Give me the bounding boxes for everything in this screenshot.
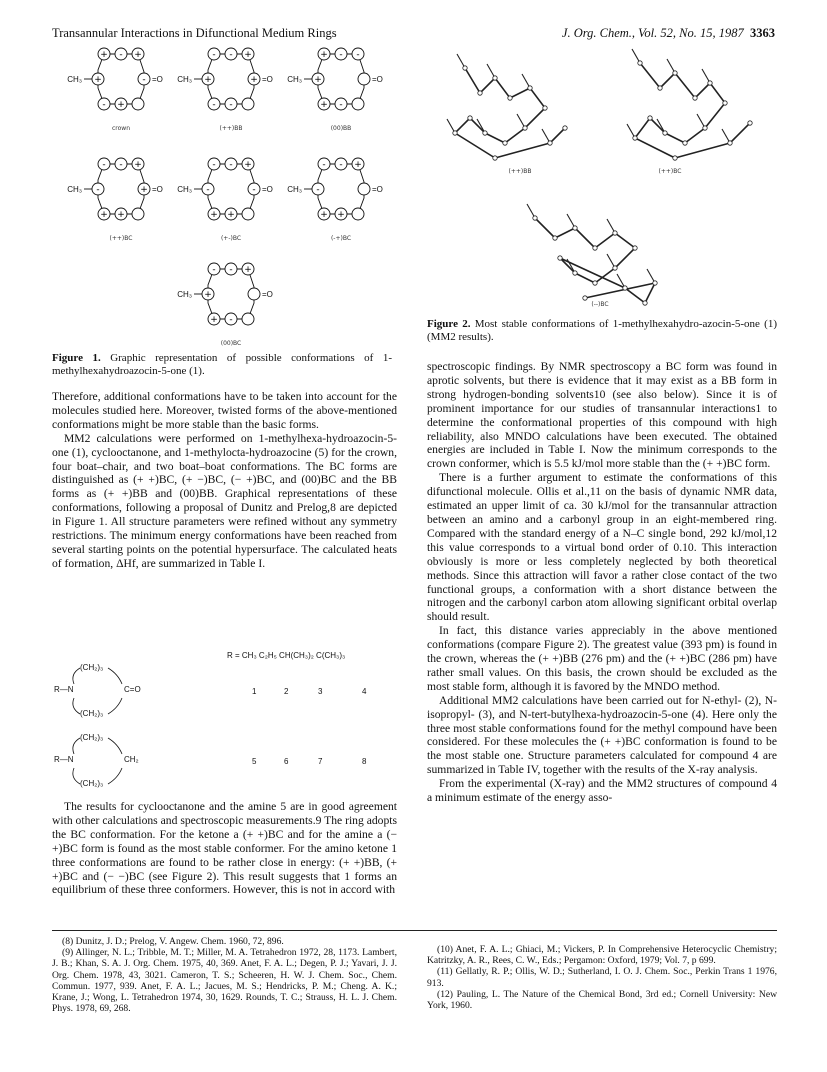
compound-number: 3 [318, 687, 323, 696]
atom [558, 256, 562, 260]
carbonyl-label: =O [262, 185, 273, 194]
compound-number: 8 [362, 757, 367, 766]
figure-1-caption-label: Figure 1. [52, 352, 101, 364]
atom [553, 236, 557, 240]
footnote-rule [52, 930, 777, 931]
atom [468, 116, 472, 120]
bond [615, 248, 635, 268]
running-title: Transannular Interactions in Difunctional Medium Rings [52, 26, 337, 40]
bond [495, 143, 550, 158]
molecule-model [447, 54, 567, 160]
ketone-label: C=O [124, 685, 141, 694]
atom [548, 141, 552, 145]
atom-sign: + [314, 75, 322, 85]
atom [728, 141, 732, 145]
atom [543, 106, 547, 110]
paragraph: The results for cyclooctanone and the amine 5 are in good agreement with other calculations and spectroscopic measurements.9 The ring adopts the BC conformation. For the ketone a (+ +)BC and for the amine a (− +)BC form is found as the most stable conformer. For the amino ketone 1 three conformations are found to be rather close in energy: (+ +)BB, (+ +)BC and (− −)BC (see Figure 2). This result suggests that 1 forms an equilibrium of these three conformers. However, this is not in accord with [52, 800, 397, 897]
atom [748, 121, 752, 125]
left-column-lower [52, 800, 397, 897]
atom-sign: - [356, 50, 360, 60]
ring-group-label: (CH₂)₃ [80, 663, 104, 672]
methylene-label: CH₂ [124, 755, 139, 764]
atom-sign: - [119, 50, 123, 60]
footnote: (10) Anet, F. A. L.; Ghiaci, M.; Vickers, P. In Comprehensive Heterocyclic Chemistry; Katritzky, A. R., Rees, C. W., Eds.; Pergamon: Oxford, 1979; Vol. 7, p 699. [427, 944, 777, 967]
methyl-label: CH₃ [177, 185, 192, 194]
compound-number: 6 [284, 757, 289, 766]
atom-sign: + [320, 100, 328, 110]
atom [653, 281, 657, 285]
atom-sign: - [102, 100, 106, 110]
bond [635, 138, 675, 158]
ring-atom [132, 208, 144, 220]
figure-1-diagram [52, 38, 392, 358]
bond [555, 228, 575, 238]
atom-sign: + [134, 50, 142, 60]
compound-structures [52, 640, 397, 790]
bond [675, 73, 695, 98]
atom-sign: - [102, 160, 106, 170]
atom-sign: + [320, 210, 328, 220]
atom-sign: + [337, 210, 345, 220]
atom-sign: + [250, 75, 258, 85]
bond [465, 68, 480, 93]
model-label: (--)BC [591, 301, 609, 308]
bond [695, 83, 710, 98]
paragraph: From the experimental (X-ray) and the MM2 structures of compound 4 a minimum estimate of the energy asso- [427, 777, 777, 805]
bond [505, 128, 525, 143]
bond [485, 133, 505, 143]
conformation-diagram [177, 48, 273, 132]
atom-sign: - [339, 160, 343, 170]
atom [623, 286, 627, 290]
conformation-label: (++)BB [219, 125, 243, 132]
atom [648, 116, 652, 120]
bond [575, 273, 595, 283]
journal-name: J. Org. Chem., Vol. 52, No. 15, 1987 [561, 26, 744, 40]
footnote: (12) Pauling, L. The Nature of the Chemical Bond, 3rd ed.; Cornell University: New York, 1960. [427, 988, 777, 1012]
atom-sign: - [212, 160, 216, 170]
bond [665, 133, 685, 143]
atom [508, 96, 512, 100]
left-column-upper [52, 390, 397, 571]
paragraph: Therefore, additional conformations have to be taken into account for the molecules studied here. Moreover, twisted forms of the above-mentioned conformations might be more stable than the basic forms. [52, 390, 397, 431]
atom-sign: + [320, 50, 328, 60]
carbonyl-label: =O [152, 75, 163, 84]
bond [510, 88, 530, 98]
conformation-diagram [177, 158, 273, 242]
atom-sign: - [322, 160, 326, 170]
ring-atom [242, 313, 254, 325]
atom [523, 126, 527, 130]
bond [535, 218, 555, 238]
carbonyl-label: =O [152, 185, 163, 194]
atom [493, 156, 497, 160]
bond [550, 128, 565, 143]
atom-sign: - [212, 265, 216, 275]
right-column [427, 360, 777, 805]
atom [593, 246, 597, 250]
bond [730, 123, 750, 143]
atom [483, 131, 487, 135]
r-nitrogen-label: R—N [54, 685, 74, 694]
methyl-label: CH₃ [287, 185, 302, 194]
atom-sign: - [206, 185, 210, 195]
compound-number: 7 [318, 757, 323, 766]
carbonyl-label: =O [262, 290, 273, 299]
conformation-label: (++)BC [109, 235, 133, 242]
ring-outline [208, 269, 254, 319]
conformation-diagram [67, 48, 163, 132]
atom-sign: - [212, 100, 216, 110]
atom [453, 131, 457, 135]
atom [583, 296, 587, 300]
atom [613, 231, 617, 235]
model-label: (++)BB [508, 168, 532, 175]
figure-2-caption-text: Most stable conformations of 1-methylhexahydro-azocin-5-one (1) (MM2 results). [427, 318, 777, 343]
methyl-label: CH₃ [177, 75, 192, 84]
atom-sign: + [94, 75, 102, 85]
methyl-label: CH₃ [67, 75, 82, 84]
conformation-diagram [67, 158, 163, 242]
figure-2-caption-label: Figure 2. [427, 318, 471, 330]
atom-sign: + [134, 160, 142, 170]
atom [633, 136, 637, 140]
ring-outline [208, 54, 254, 104]
ring-outline [318, 164, 364, 214]
atom-sign: + [354, 160, 362, 170]
paragraph: spectroscopic findings. By NMR spectroscopy a BC form was found in aprotic solvents, but there is evidence that it may exist as a BB form in strong hydrogen-bonding solvents10 (see also below). Since it is of prominent importance for our studies of transannular interactions1 to determine the conformational properties of this compound with high reliability, also MNDO calculations have been executed. The obtained energies are included in Table I. Now the minimum corresponds to the crown conformer, which is 5.5 kJ/mol more stable than the (+ +)BC form. [427, 360, 777, 471]
figure-1-caption [52, 352, 392, 377]
methyl-label: CH₃ [177, 290, 192, 299]
atom-sign: - [229, 50, 233, 60]
ring-outline [98, 54, 144, 104]
ring-outline [318, 54, 364, 104]
atom-sign: - [119, 160, 123, 170]
atom [613, 266, 617, 270]
ring-group-label: (CH₂)₃ [80, 779, 104, 788]
r-substituent-header: R = CH₃ C₂H₅ CH(CH₃)₂ C(CH₃)₃ [227, 651, 346, 660]
atom [673, 71, 677, 75]
ring-outline [208, 164, 254, 214]
carbonyl-atom [358, 183, 370, 195]
bond [675, 143, 730, 158]
bond [595, 233, 615, 248]
atom [703, 126, 707, 130]
atom [663, 131, 667, 135]
atom [528, 86, 532, 90]
model-label: (++)BC [658, 168, 682, 175]
conformation-label: (00)BC [220, 340, 242, 347]
atom-sign: + [244, 265, 252, 275]
bond [455, 133, 495, 158]
atom-sign: - [229, 265, 233, 275]
atom-sign: + [244, 50, 252, 60]
atom [638, 61, 642, 65]
atom-sign: - [229, 315, 233, 325]
r-nitrogen-label: R—N [54, 755, 74, 764]
atom [478, 91, 482, 95]
footnote: (11) Gellatly, R. P.; Ollis, W. D.; Sutherland, I. O. J. Chem. Soc., Perkin Trans 1 1976, 913. [427, 966, 777, 989]
atom [723, 101, 727, 105]
atom-sign: - [212, 50, 216, 60]
atom [683, 141, 687, 145]
atom-sign: - [229, 100, 233, 110]
bond [525, 108, 545, 128]
atom-sign: + [204, 290, 212, 300]
conformation-diagram [287, 48, 383, 132]
figure-2-caption [427, 318, 777, 343]
ring-atom [242, 98, 254, 110]
bond [530, 88, 545, 108]
atom-sign: + [210, 315, 218, 325]
bond [645, 283, 655, 303]
bond [710, 83, 725, 103]
atom [573, 226, 577, 230]
carbonyl-label: =O [262, 75, 273, 84]
paragraph: Additional MM2 calculations have been carried out for N-ethyl- (2), N-isopropyl- (3), and N-tert-butylhexa-hydroazocin-5-one (4). Here only the three most stable conformations found for the methyl compound have been considered. For these molecules the (+ +)BC conformation is found to be the most stable one. Structure parameters calculated for compound 4 are summarized in Table IV, together with the results of the X-ray analysis. [427, 693, 777, 777]
paragraph: There is a further argument to estimate the conformations of this difunctional molecule. Ollis et al.,11 on the basis of dynamic NMR data, estimated an upper limit of ca. 30 kJ/mol for the transannular attraction between an amino and a carbonyl group in an eight-membered ring. Compared with the standard energy of a N–C single bond, 292 kJ/mol,12 this value corresponds to a virtual bond order of 0.10. This interaction obviously is more or less completely neglected by both theoretical methods. Since this attraction will favor a rather close contact of the two functional groups, a conformation with a short distance between the nitrogen and the carbonyl carbon atom allowing significant orbital overlap should result. [427, 471, 777, 624]
atom-sign: - [316, 185, 320, 195]
atom [593, 281, 597, 285]
compound-number: 1 [252, 687, 257, 696]
atom [643, 301, 647, 305]
figure-2-diagram [425, 38, 777, 313]
ring-bonds [73, 668, 122, 714]
footnote: (8) Dunitz, J. D.; Prelog, V. Angew. Chem. 1960, 72, 896. [62, 936, 284, 947]
atom-sign: - [142, 75, 146, 85]
page-number: 3363 [750, 26, 775, 40]
atom-sign: + [227, 210, 235, 220]
bond [705, 103, 725, 128]
methyl-label: CH₃ [67, 185, 82, 194]
bond [455, 118, 470, 133]
ring-bonds [73, 738, 122, 784]
atom-sign: + [100, 210, 108, 220]
atom [633, 246, 637, 250]
atom [503, 141, 507, 145]
ring-atom [132, 98, 144, 110]
bond [575, 228, 595, 248]
atom [493, 76, 497, 80]
paragraph: MM2 calculations were performed on 1-methylhexa-hydroazocin-5-one (1), cyclooctanone, and 1-methylocta-hydroazocine (5) for the crown, four boat–chair, and two boat–boat conformations. The BC forms are distinguished as (+ +)BC, (+ −)BC, (− +)BC, and (00)BC and the BB forms as (+ +)BB and (00)BB. Graphical representations of these conformations, following a proposal of Dunitz and Prelog,8 are depicted in Figure 1. All structure parameters were refined without any symmetry restrictions. The minimum energy conformations have been reached from several starting points on the potential hypersurface. The calculated heats of formation, ΔHf, are summarized in Table I. [52, 431, 397, 570]
atom-sign: - [252, 185, 256, 195]
atom-sign: + [140, 185, 148, 195]
compound-number: 4 [362, 687, 367, 696]
ring-atom [242, 208, 254, 220]
atom-sign: - [339, 100, 343, 110]
atom [693, 96, 697, 100]
footnotes-right [427, 944, 777, 1011]
atom-sign: + [100, 50, 108, 60]
atom-sign: - [96, 185, 100, 195]
atom-sign: - [229, 160, 233, 170]
conformation-diagram [287, 158, 383, 242]
ring-group-label: (CH₂)₃ [80, 733, 104, 742]
atom-sign: + [244, 160, 252, 170]
bond [685, 128, 705, 143]
bond [480, 78, 495, 93]
atom [563, 126, 567, 130]
atom [708, 81, 712, 85]
conformation-label: (-+)BC [330, 235, 352, 242]
carbonyl-label: =O [372, 75, 383, 84]
methyl-label: CH₃ [287, 75, 302, 84]
atom [533, 216, 537, 220]
ring-atom [352, 98, 364, 110]
atom-sign: - [339, 50, 343, 60]
bond [660, 73, 675, 88]
conformation-label: (+-)BC [220, 235, 242, 242]
atom-sign: + [210, 210, 218, 220]
atom-sign: + [117, 210, 125, 220]
carbonyl-atom [248, 288, 260, 300]
footnotes-left [52, 936, 397, 1014]
atom-sign: + [117, 100, 125, 110]
paragraph: In fact, this distance varies appreciably in the above mentioned conformations (compare Figure 2). The greatest value (393 pm) is found in the crown, whereas the (+ +)BB (276 pm) and the (+ +)BC (286 pm) have rather small values. On this basis, the crown should be excluded as the most stable form, although it is favored by the MNDO method. [427, 624, 777, 693]
bond [625, 288, 645, 303]
molecule-model [627, 49, 752, 160]
compound-number: 2 [284, 687, 289, 696]
atom [573, 271, 577, 275]
footnote: (9) Allinger, N. L.; Tribble, M. T.; Miller, M. A. Tetrahedron 1972, 28, 1173. Lambert, J. B.; Khan, S. A. J. Org. Chem. 1975, 40, 369. Anet, F. A. L.; Degen, P. J.; Yavari, J. J. Org. Chem. 1978, 43, 3021. Cameron, T. S.; Scheeren, H. W. J. Chem. Soc., Chem. Commun. 1977, 939. Anet, F. A. L.; Jacues, M. S.; Hendricks, P. M.; Cheng. A. K.; Krane, J.; Wong, L. Tetrahedron 1974, 30, 1629. Rounds, T. C.; Strauss, H. L. J. Chem. Phys. 1978, 69, 268. [52, 947, 397, 1015]
carbonyl-atom [358, 73, 370, 85]
conformation-label: crown [111, 125, 131, 132]
compound-number: 5 [252, 757, 257, 766]
atom [658, 86, 662, 90]
ring-outline [98, 164, 144, 214]
atom-sign: + [204, 75, 212, 85]
figure-1-caption-text: Graphic representation of possible conformations of 1-methylhexahydroazocin-5-one (1). [52, 352, 392, 377]
ring-group-label: (CH₂)₃ [80, 709, 104, 718]
atom [673, 156, 677, 160]
ring-atom [352, 208, 364, 220]
bond [640, 63, 660, 88]
conformation-diagram [177, 263, 273, 347]
conformation-label: (00)BB [330, 125, 352, 132]
bond [615, 233, 635, 248]
bond [495, 78, 510, 98]
molecule-model [527, 204, 657, 305]
carbonyl-label: =O [372, 185, 383, 194]
atom [463, 66, 467, 70]
bond [635, 118, 650, 138]
